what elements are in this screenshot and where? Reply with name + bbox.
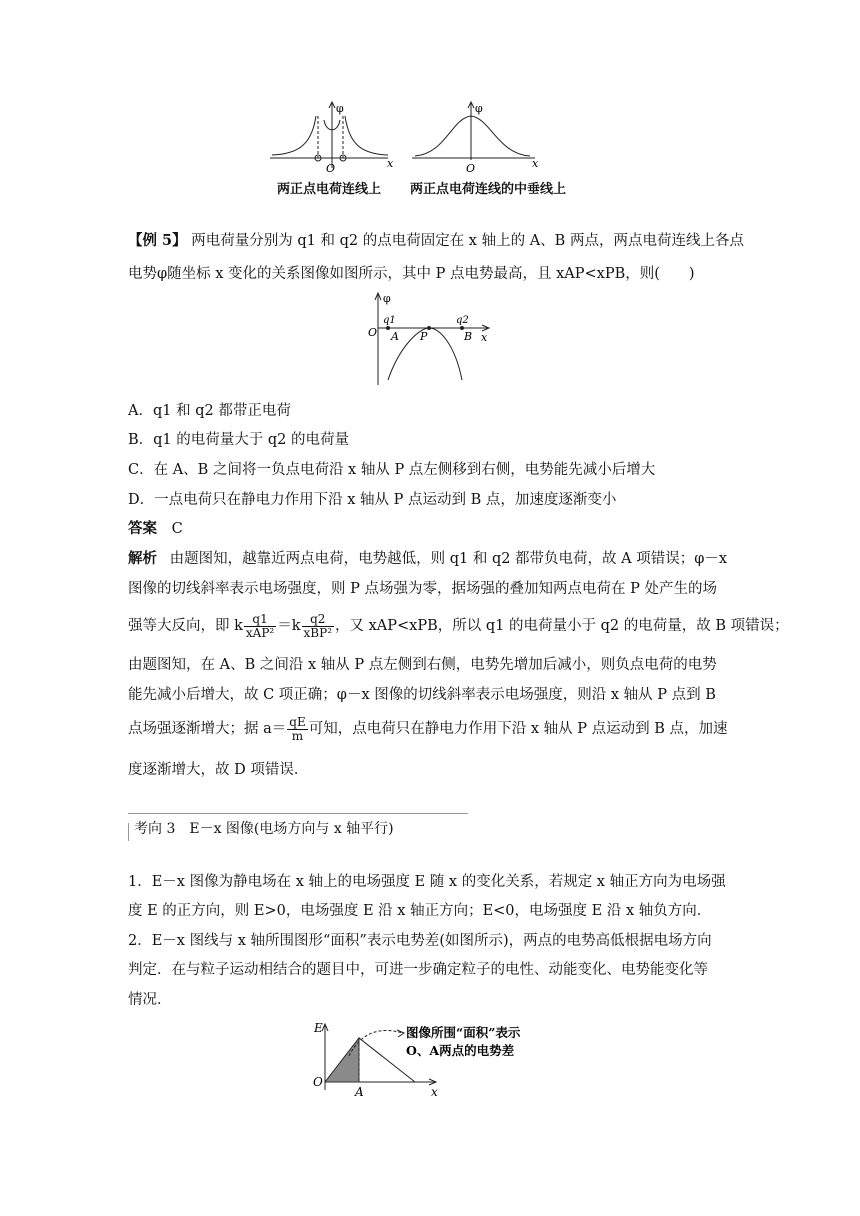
right-figure-caption: 两正点电荷连线的中垂线上 xyxy=(410,182,567,197)
point1-line2: 度 E 的正方向，则 E>0，电场强度 E 沿 x 轴正方向；E<0，电场强度 E 沿 x 轴负方向． xyxy=(128,903,712,919)
fraction-q2-xbp xyxy=(302,613,334,640)
answer-line xyxy=(128,519,183,539)
bottom-figure xyxy=(305,1020,565,1100)
bottom-a-label: A xyxy=(355,1085,364,1099)
left-figure-caption: 两正点电荷连线上 xyxy=(277,182,382,197)
q1-point xyxy=(386,326,390,330)
example-phi-label: φ xyxy=(383,292,391,305)
point2-line3: 情况． xyxy=(128,992,172,1008)
fraction-q1-num: q1 xyxy=(244,613,276,627)
analysis-line5: 能先减小后增大，故 C 项正确；φ－x 图像的切线斜率表示电场强度，则沿 x 轴从 P 点到 B xyxy=(128,687,716,703)
left-phi-label: φ xyxy=(336,102,344,115)
example-x-label: x xyxy=(481,331,488,344)
shaded-area xyxy=(325,1038,359,1082)
right-origin-label: O xyxy=(466,162,476,175)
example-b-label: B xyxy=(464,330,473,343)
bottom-origin-label: O xyxy=(313,1075,323,1089)
right-graph xyxy=(412,102,535,160)
fraction-q2-den: xBP² xyxy=(303,625,333,640)
example-stem-line2: 电势φ随坐标 x 变化的关系图像如图所示，其中 P 点电势最高，且 xAP<xPB，则( ) xyxy=(128,266,695,282)
analysis-label: 解析 xyxy=(128,550,157,567)
point2-line2: 判定．在与粒子运动相结合的题目中，可进一步确定粒子的电性、动能变化、电势能变化等 xyxy=(128,962,708,978)
right-phi-label: φ xyxy=(475,102,483,115)
section-rule-top xyxy=(128,813,468,814)
analysis-text1: 由题图知，越靠近两点电荷，电势越低，则 q1 和 q2 都带负电荷，故 A 项错误；φ－x xyxy=(169,551,728,567)
answer-label: 答案 xyxy=(128,520,157,537)
analysis-line3 xyxy=(128,608,789,644)
example-a-label: A xyxy=(391,330,399,343)
fraction-qe-m xyxy=(287,716,307,743)
example-stem-text1: 两电荷量分别为 q1 和 q2 的点电荷固定在 x 轴上的 A、B 两点，两点电荷连线上各点 xyxy=(191,233,744,249)
point1-line1: 1．E－x 图像为静电场在 x 轴上的电场强度 E 随 x 的变化关系，若规定 x 轴正方向为电场强 xyxy=(128,874,726,890)
analysis-line4: 由题图知，在 A、B 之间沿 x 轴从 P 点左侧到右侧，电势先增加后减小，则负点电荷的电势 xyxy=(128,657,717,673)
section-rule-left xyxy=(128,823,129,841)
fraction-q1-den: xAP² xyxy=(245,625,275,640)
option-a: A．q1 和 q2 都带正电荷 xyxy=(128,403,291,419)
left-graph xyxy=(270,102,388,168)
option-c: C．在 A、B 之间将一负点电荷沿 x 轴从 P 点左侧移到右侧，电势能先减小后增大 xyxy=(128,462,656,478)
example-q2-label: q2 xyxy=(456,315,469,326)
p-point xyxy=(427,326,431,330)
fraction-q1-xap xyxy=(244,613,276,640)
bottom-x-label: x xyxy=(431,1085,438,1099)
option-b: B．q1 的电荷量大于 q2 的电荷量 xyxy=(128,432,349,448)
bottom-e-label: E xyxy=(314,1021,323,1035)
example-p-label: P xyxy=(420,330,428,343)
bottom-note-line1: 图像所围“面积”表示 xyxy=(406,1025,521,1040)
fraction-m-den: m xyxy=(291,728,304,743)
analysis-line6 xyxy=(128,711,727,747)
right-x-label: x xyxy=(532,157,539,170)
left-origin-label: O xyxy=(326,162,336,175)
example-tag: 【例 5】 xyxy=(128,232,187,249)
analysis-line3-post: ，又 xAP<xPB，所以 q1 的电荷量小于 q2 的电荷量，故 B 项错误； xyxy=(335,618,789,634)
fraction-qe-num: qE xyxy=(289,714,306,729)
analysis-line1 xyxy=(128,549,727,569)
analysis-line2: 图像的切线斜率表示电场强度，则 P 点场强为零，据场强的叠加知两点电荷在 P 处产生的场 xyxy=(128,581,717,597)
option-d: D．一点电荷只在静电力作用下沿 x 轴从 P 点运动到 B 点，加速度逐渐变小 xyxy=(128,492,617,508)
section-title: 考向 3 E－x 图像(电场方向与 x 轴平行) xyxy=(134,821,394,837)
analysis-line3-eq: ＝k xyxy=(277,618,301,634)
example-q1-label: q1 xyxy=(383,315,396,326)
section-heading xyxy=(128,813,468,843)
analysis-line6-post: 可知，点电荷只在静电力作用下沿 x 轴从 P 点运动到 B 点，加速 xyxy=(308,721,728,737)
left-x-label: x xyxy=(387,157,394,170)
answer-value: C xyxy=(171,521,183,537)
example-origin-label: O xyxy=(368,326,378,339)
point2-line1: 2．E－x 图线与 x 轴所围图形“面积”表示电势差(如图所示)，两点的电势高低根据电场方向 xyxy=(128,933,712,949)
analysis-line3-pre: 强等大反向，即 k xyxy=(128,618,243,634)
example-figure xyxy=(360,290,500,390)
example-stem-line1 xyxy=(128,231,744,251)
analysis-line7: 度逐渐增大，故 D 项错误． xyxy=(128,762,309,778)
analysis-line6-pre: 点场强逐渐增大；据 a＝ xyxy=(128,721,287,737)
bottom-note-line2: O、A两点的电势差 xyxy=(406,1043,515,1058)
fraction-q2-num: q2 xyxy=(302,613,334,627)
